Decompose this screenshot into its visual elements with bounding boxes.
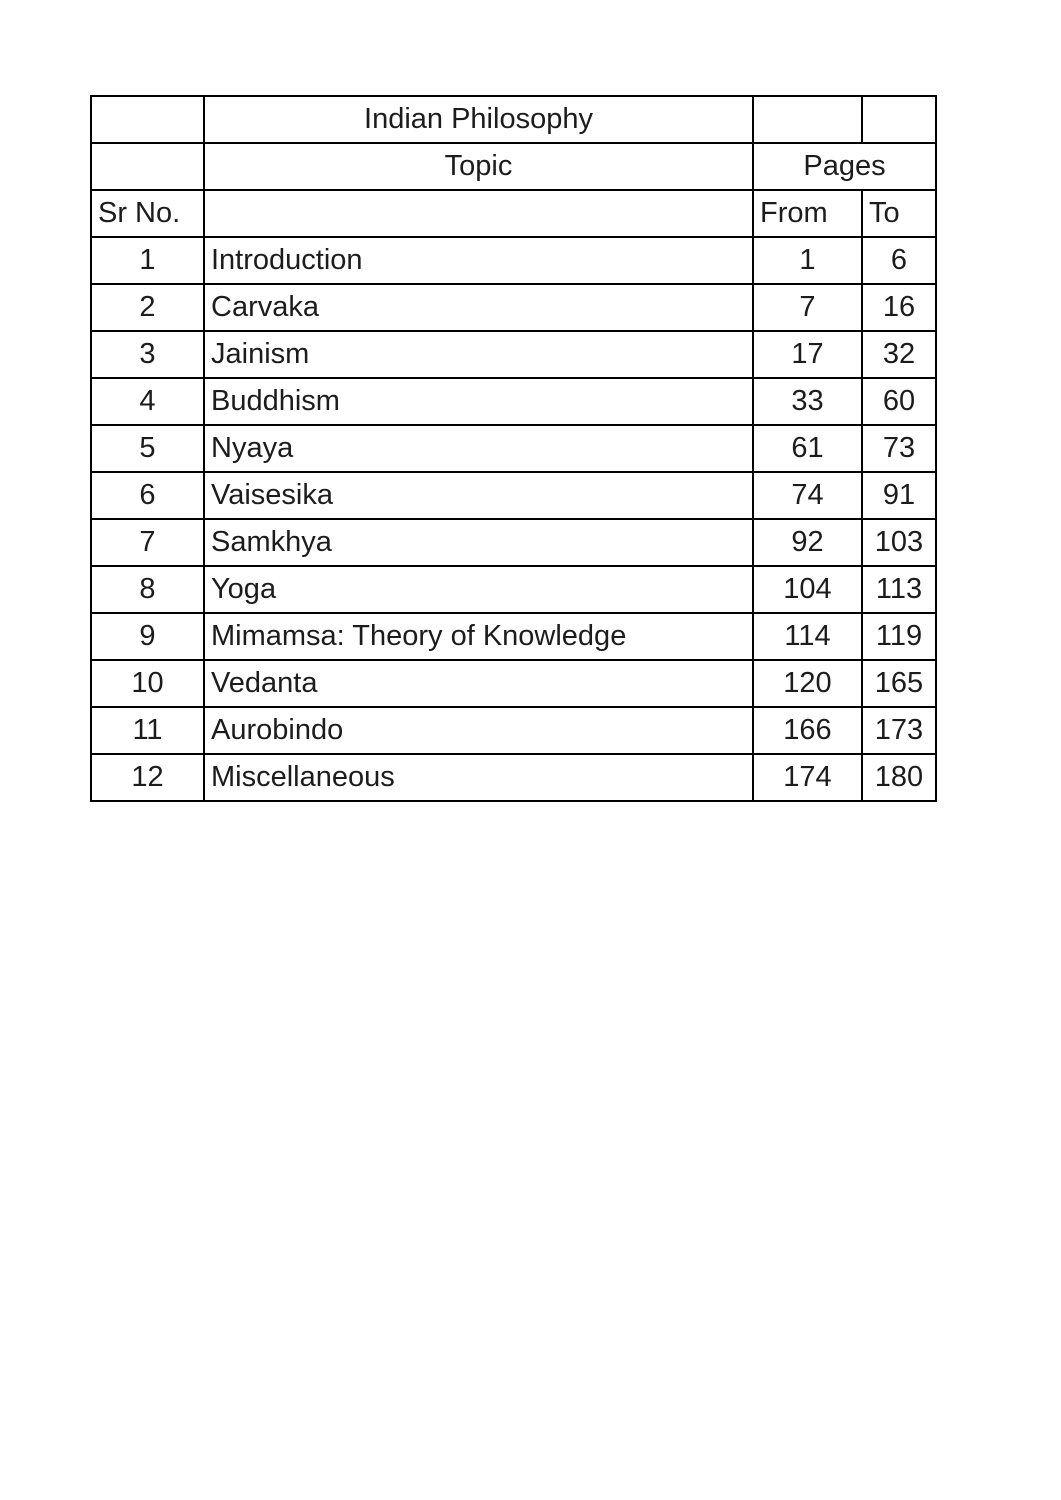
table-row [91, 331, 936, 378]
topic-cell: Samkhya [204, 519, 753, 566]
to-cell: 32 [862, 331, 936, 378]
sr-cell: 6 [91, 472, 204, 519]
from-cell: 104 [753, 566, 862, 613]
to-cell: 113 [862, 566, 936, 613]
table-row [91, 707, 936, 754]
to-cell: 180 [862, 754, 936, 801]
group-header-row [91, 143, 936, 190]
from-cell: 166 [753, 707, 862, 754]
topic-cell: Aurobindo [204, 707, 753, 754]
from-cell: 1 [753, 237, 862, 284]
to-header: To [862, 190, 936, 237]
from-cell: 120 [753, 660, 862, 707]
from-cell: 114 [753, 613, 862, 660]
from-cell: 17 [753, 331, 862, 378]
sr-cell: 12 [91, 754, 204, 801]
sr-cell: 1 [91, 237, 204, 284]
sr-cell: 9 [91, 613, 204, 660]
title-row [91, 96, 936, 143]
to-cell: 73 [862, 425, 936, 472]
from-cell: 7 [753, 284, 862, 331]
topic-header: Topic [204, 143, 753, 190]
to-cell: 60 [862, 378, 936, 425]
sr-cell: 8 [91, 566, 204, 613]
topic-cell: Miscellaneous [204, 754, 753, 801]
table-row [91, 237, 936, 284]
table-row [91, 284, 936, 331]
topic-cell: Jainism [204, 331, 753, 378]
topic-cell: Vedanta [204, 660, 753, 707]
table-row [91, 754, 936, 801]
topic-cell: Nyaya [204, 425, 753, 472]
from-cell: 174 [753, 754, 862, 801]
sr-cell: 3 [91, 331, 204, 378]
table-row [91, 378, 936, 425]
topic-cell: Buddhism [204, 378, 753, 425]
empty-cell [91, 143, 204, 190]
topic-cell: Yoga [204, 566, 753, 613]
table-row [91, 613, 936, 660]
pages-header: Pages [753, 143, 936, 190]
from-cell: 92 [753, 519, 862, 566]
to-cell: 16 [862, 284, 936, 331]
table-row [91, 425, 936, 472]
table-row [91, 566, 936, 613]
to-cell: 103 [862, 519, 936, 566]
sr-cell: 4 [91, 378, 204, 425]
sr-cell: 11 [91, 707, 204, 754]
to-cell: 165 [862, 660, 936, 707]
column-header-row [91, 190, 936, 237]
empty-cell [862, 96, 936, 143]
indian-philosophy-table [90, 95, 937, 802]
table-row [91, 660, 936, 707]
sr-cell: 2 [91, 284, 204, 331]
empty-cell [204, 190, 753, 237]
topic-cell: Vaisesika [204, 472, 753, 519]
from-cell: 33 [753, 378, 862, 425]
from-cell: 74 [753, 472, 862, 519]
table-row [91, 519, 936, 566]
sr-cell: 7 [91, 519, 204, 566]
from-cell: 61 [753, 425, 862, 472]
to-cell: 6 [862, 237, 936, 284]
from-header: From [753, 190, 862, 237]
table-title: Indian Philosophy [204, 96, 753, 143]
topic-cell: Introduction [204, 237, 753, 284]
sr-cell: 5 [91, 425, 204, 472]
sr-no-header: Sr No. [91, 190, 204, 237]
empty-cell [91, 96, 204, 143]
to-cell: 91 [862, 472, 936, 519]
table-row [91, 472, 936, 519]
topic-cell: Carvaka [204, 284, 753, 331]
to-cell: 119 [862, 613, 936, 660]
topic-cell: Mimamsa: Theory of Knowledge [204, 613, 753, 660]
empty-cell [753, 96, 862, 143]
to-cell: 173 [862, 707, 936, 754]
sr-cell: 10 [91, 660, 204, 707]
